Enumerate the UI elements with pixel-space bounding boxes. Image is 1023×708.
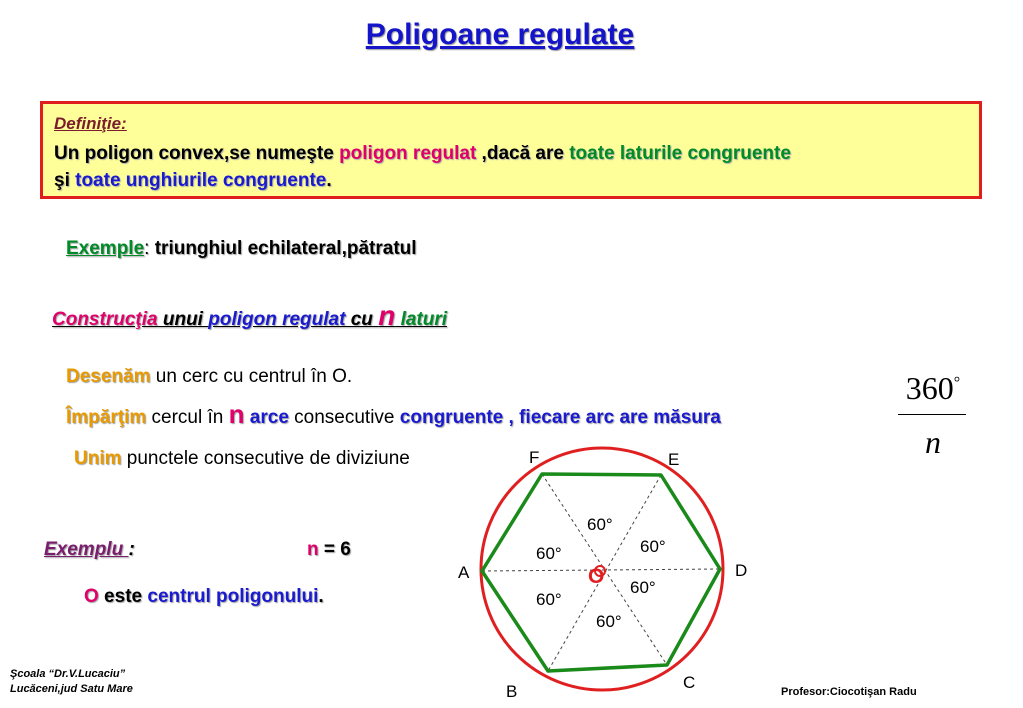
center-statement-o: O — [84, 586, 99, 607]
fraction-numerator-value: 360 — [905, 370, 954, 406]
vertex-label-D: D — [735, 561, 748, 580]
step-divide-key: Împărţim — [66, 407, 147, 428]
definition-heading: Definiţie: — [54, 114, 127, 133]
definition-term-regular-polygon: poligon regulat — [339, 143, 477, 164]
angle-label-BOA: 60° — [536, 590, 562, 609]
angle-label-FOE: 60° — [587, 515, 613, 534]
step-divide-text-1: cercul în — [146, 407, 229, 428]
definition-part-3: ,dacă are — [476, 143, 570, 164]
example-label-colon: : — [128, 539, 135, 560]
construction-word-6: laturi — [395, 309, 448, 330]
school-info — [10, 667, 133, 697]
vertex-label-B: B — [506, 682, 518, 701]
school-line-2: Lucăceni,jud Satu Mare — [10, 683, 133, 695]
definition-part-5: şi — [54, 170, 76, 191]
center-label-O: O — [588, 565, 605, 588]
step-divide-congruente: congruente , — [399, 407, 520, 428]
construction-word-2: unui — [157, 309, 209, 330]
step-divide-n: n — [228, 399, 245, 429]
construction-word-4: cu — [345, 309, 379, 330]
fraction-degree: ° — [953, 374, 961, 392]
construction-word-3: poligon regulat — [208, 309, 346, 330]
center-statement-dot: . — [318, 586, 324, 607]
teacher-credit: Profesor:Ciocotişan Radu — [781, 686, 917, 698]
vertex-label-C: C — [683, 673, 696, 692]
step-divide-fiecare: fiecare arc are măsura — [519, 407, 721, 428]
examples-text: triunghiul echilateral,pătratul — [154, 238, 417, 259]
school-line-1: Şcoala “Dr.V.Lucaciu” — [10, 668, 126, 680]
step-draw-key: Desenăm — [66, 366, 151, 387]
fraction-denominator: n — [925, 424, 941, 460]
construction-n: n — [378, 300, 396, 331]
step-draw-text: un cerc cu centrul în O. — [150, 366, 353, 387]
example-n-number: = 6 — [318, 539, 351, 560]
vertex-label-F: F — [529, 448, 540, 467]
vertex-label-E: E — [668, 450, 680, 469]
example-label-text: Exemplu — [44, 539, 129, 560]
center-statement-term: centrul poligonului — [147, 586, 319, 607]
angle-label-DOC: 60° — [630, 578, 656, 597]
definition-part-7: . — [326, 170, 332, 191]
definition-term-congruent-sides: toate laturile congruente — [569, 143, 791, 164]
definition-part-1: Un poligon convex,se numeşte — [54, 143, 340, 164]
step-join-text: punctele consecutive de diviziune — [121, 448, 410, 469]
angle-label-AOF: 60° — [536, 544, 562, 563]
example-n-label: n — [307, 539, 319, 560]
center-statement-este: este — [98, 586, 148, 607]
construction-word-1: Construcţia — [52, 309, 158, 330]
examples-label: Exemple — [66, 238, 145, 259]
page-title: Poligoane regulate — [365, 18, 635, 51]
definition-term-congruent-angles: toate unghiurile congruente — [75, 170, 327, 191]
examples-separator: : — [144, 238, 155, 259]
vertex-label-A: A — [458, 563, 470, 582]
angle-label-EOD: 60° — [640, 537, 666, 556]
step-join-key: Unim — [74, 448, 122, 469]
step-divide-text-2: consecutive — [288, 407, 400, 428]
angle-label-COB: 60° — [596, 612, 622, 631]
step-divide-arce: arce — [244, 407, 289, 428]
